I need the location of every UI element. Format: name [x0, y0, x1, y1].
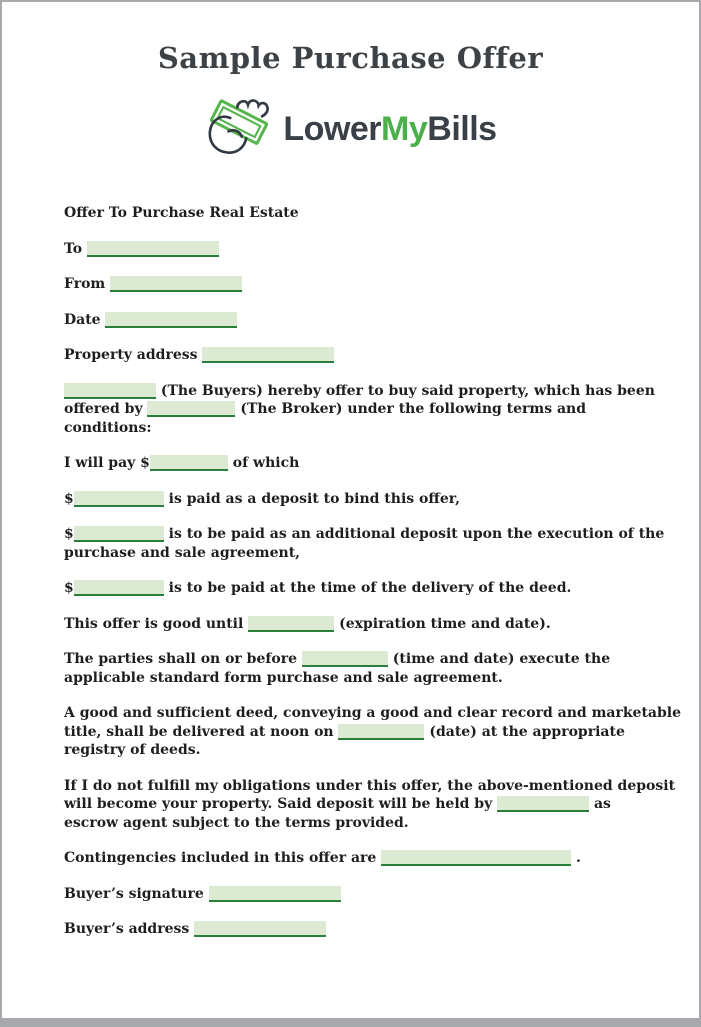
paragraph-i-will-pay — [64, 454, 681, 473]
text-run: This offer is good until — [64, 615, 249, 632]
text-line — [64, 650, 681, 669]
text-run: (date) at the appropriate — [424, 723, 625, 740]
text-run: (The Buyers) hereby offer to buy said property, which has been — [156, 382, 655, 399]
paragraph-offer-good-until — [64, 615, 681, 634]
paragraph-doc-heading — [64, 204, 681, 223]
text-line — [64, 311, 681, 330]
text-run: Property address — [64, 347, 203, 363]
text-run: $ — [64, 490, 74, 507]
text-run: I will pay $ — [64, 455, 150, 471]
deed-date-field[interactable] — [338, 724, 424, 740]
buyer-signature-field[interactable] — [209, 886, 341, 902]
text-run: escrow agent subject to the terms provided. — [64, 814, 409, 831]
paragraph-additional-deposit — [64, 525, 681, 562]
date-field[interactable] — [105, 312, 237, 328]
text-run: of which — [227, 455, 300, 471]
contingencies-field[interactable] — [381, 850, 571, 866]
paragraph-to-line — [64, 240, 681, 259]
text-line — [64, 579, 681, 598]
text-line — [64, 741, 681, 760]
document-page — [2, 2, 699, 1018]
text-run: Date — [64, 311, 106, 328]
text-line — [64, 885, 681, 904]
paragraph-parties-execute — [64, 650, 681, 687]
delivery-amount-field[interactable] — [74, 580, 164, 596]
paragraph-deposit-bind — [64, 490, 681, 509]
text-line — [64, 525, 681, 544]
property-address-field[interactable] — [202, 347, 334, 363]
paragraph-deed-delivery — [64, 704, 681, 760]
text-line — [64, 490, 681, 509]
text-run: offered by — [64, 401, 148, 417]
expiration-date-field[interactable] — [248, 616, 334, 632]
text-run: (time and date) execute the — [387, 651, 611, 667]
buyers-name-field[interactable] — [64, 383, 156, 399]
paragraph-intro-paragraph — [64, 382, 681, 438]
text-line — [64, 723, 681, 742]
text-run: $ — [64, 580, 74, 596]
paragraph-delivery-payment — [64, 579, 681, 598]
logo-word-bills: Bills — [427, 110, 497, 148]
text-run: Buyer’s signature — [64, 885, 209, 902]
document-body — [2, 158, 699, 939]
text-run: (expiration time and date). — [334, 615, 551, 632]
text-line — [64, 849, 681, 868]
text-run: A good and sufficient deed, conveying a good and clear record and marketable — [64, 705, 682, 721]
text-run: Buyer’s address — [64, 921, 195, 937]
text-line — [64, 544, 681, 563]
text-line — [64, 920, 681, 939]
total-amount-field[interactable] — [150, 455, 228, 471]
text-run: Contingencies included in this offer are — [64, 850, 382, 866]
escrow-holder-field[interactable] — [497, 796, 589, 812]
text-run: registry of deeds. — [64, 742, 201, 758]
to-field[interactable] — [87, 241, 219, 257]
text-run: is paid as a deposit to bind this offer, — [163, 490, 460, 507]
text-run: If I do not fulfill my obligations under this offer, the above-mentioned deposit — [64, 777, 676, 794]
text-run: purchase and sale agreement, — [64, 544, 301, 561]
text-line — [64, 777, 681, 796]
text-run: From — [64, 276, 111, 292]
broker-name-field[interactable] — [147, 401, 235, 417]
text-run: To — [64, 240, 88, 257]
paragraph-contingencies — [64, 849, 681, 868]
text-line — [64, 382, 681, 401]
text-run: applicable standard form purchase and sale agreement. — [64, 669, 503, 686]
text-run: will become your property. Said deposit will be held by — [64, 796, 498, 812]
paragraph-buyers-address — [64, 920, 681, 939]
text-line — [64, 814, 681, 833]
text-line — [64, 240, 681, 259]
text-run: . — [571, 850, 581, 866]
text-run: is to be paid at the time of the delivery of the deed. — [163, 580, 572, 596]
paragraph-property-address-line — [64, 346, 681, 365]
text-line — [64, 204, 681, 223]
text-run: conditions: — [64, 419, 152, 436]
text-run: The parties shall on or before — [64, 651, 302, 667]
lowermybills-logo — [2, 94, 699, 158]
text-line — [64, 615, 681, 634]
text-line — [64, 419, 681, 438]
text-line — [64, 346, 681, 365]
text-line — [64, 669, 681, 688]
from-field[interactable] — [110, 276, 242, 292]
text-run: is to be paid as an additional deposit upon the execution of the — [163, 526, 665, 542]
additional-deposit-field[interactable] — [74, 526, 164, 542]
text-line — [64, 795, 681, 814]
paragraph-date-line — [64, 311, 681, 330]
paragraph-escrow-clause — [64, 777, 681, 833]
text-run: title, shall be delivered at noon on — [64, 723, 339, 740]
text-line — [64, 704, 681, 723]
hand-holding-money-icon — [204, 95, 276, 157]
text-run: $ — [64, 526, 74, 542]
paragraph-from-line — [64, 275, 681, 294]
text-run: Offer To Purchase Real Estate — [64, 205, 299, 221]
lowermybills-wordmark — [283, 106, 496, 146]
paragraph-buyers-signature — [64, 885, 681, 904]
text-line — [64, 454, 681, 473]
text-run: (The Broker) under the following terms and — [235, 401, 587, 417]
logo-word-lower: Lower — [283, 110, 382, 148]
deposit-amount-field[interactable] — [74, 491, 164, 507]
text-line — [64, 400, 681, 419]
text-run: as — [589, 796, 611, 812]
buyer-address-field[interactable] — [194, 921, 326, 937]
text-line — [64, 275, 681, 294]
logo-word-my: My — [381, 110, 428, 148]
execution-date-field[interactable] — [302, 651, 388, 667]
document-title: Sample Purchase Offer — [157, 41, 544, 75]
